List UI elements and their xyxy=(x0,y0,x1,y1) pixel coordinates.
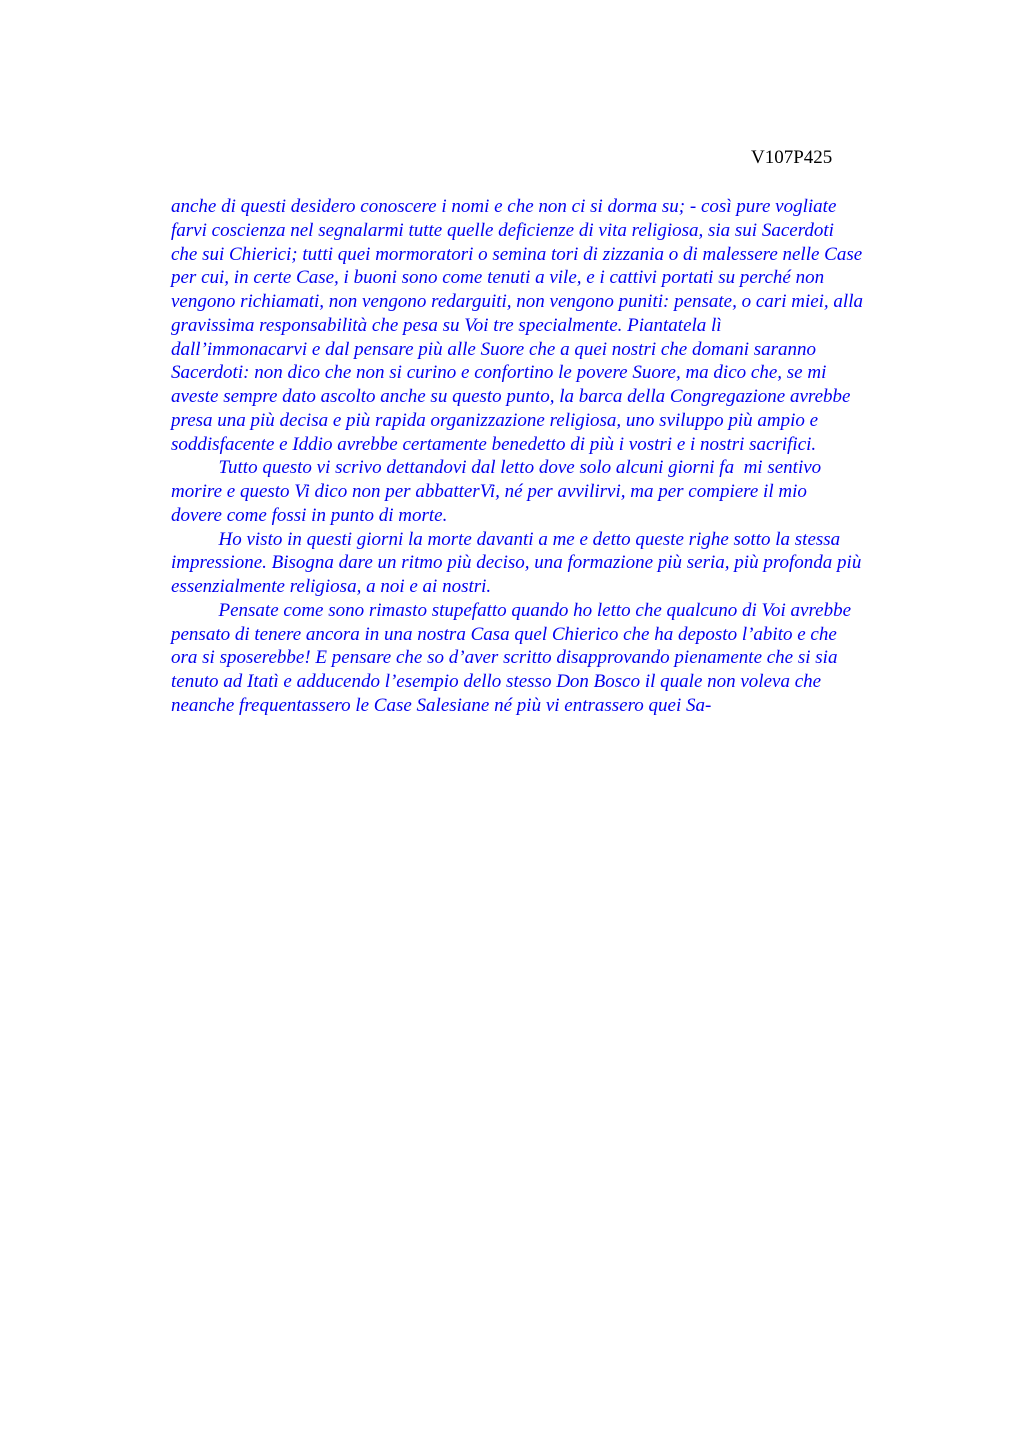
text-line: tenuto ad Itatì e adducendo l’esempio dello stesso Don Bosco il quale non voleva che xyxy=(171,671,822,692)
text-line: che sui Chierici; tutti quei mormoratori o semina tori di zizzania o di malessere nelle Case xyxy=(171,243,863,265)
text-line: soddisfacente e Iddio avrebbe certamente benedetto di più i vostri e i nostri sacrifici. xyxy=(171,433,817,455)
text-line: presa una più decisa e più rapida organizzazione religiosa, uno sviluppo più ampio e xyxy=(171,409,819,431)
text-line: morire e questo Vi dico non per abbatterVi, né per avvilirvi, ma per compiere il mio xyxy=(171,481,807,502)
text-line: per cui, in certe Case, i buoni sono come tenuti a vile, e i cattivi portati su perché non xyxy=(171,267,825,289)
text-line: aveste sempre dato ascolto anche su questo punto, la barca della Congregazione avrebbe xyxy=(171,386,851,407)
text-line: gravissima responsabilità che pesa su Voi tre specialmente. Piantatela lì xyxy=(171,314,722,336)
text-line: dall’immonacarvi e dal pensare più alle Suore che a quei nostri che domani saranno xyxy=(171,338,817,360)
text-line: ora si sposerebbe! E pensare che so d’aver scritto disapprovando pienamente che si sia xyxy=(171,647,838,669)
text-line: vengono richiamati, non vengono redarguiti, non vengono puniti: pensate, o cari miei, alla xyxy=(171,291,863,312)
text-line: Pensate come sono rimasto stupefatto quando ho letto che qualcuno di Voi avrebbe xyxy=(171,599,852,621)
text-line: farvi coscienza nel segnalarmi tutte quelle deficienze di vita religiosa, sia sui Sacerdoti xyxy=(171,219,834,241)
text-line: Ho visto in questi giorni la morte davanti a me e detto queste righe sotto la stessa xyxy=(171,528,841,550)
text-line: essenzialmente religiosa, a noi e ai nostri. xyxy=(171,576,492,597)
text-line: neanche frequentassero le Case Salesiane né più vi entrassero quei Sa- xyxy=(171,694,712,716)
text-line: pensato di tenere ancora in una nostra Casa quel Chierico che ha deposto l’abito e che xyxy=(171,623,837,645)
text-line: impressione. Bisogna dare un ritmo più deciso, una formazione più seria, più profonda più xyxy=(171,552,862,574)
text-line: Tutto questo vi scrivo dettandovi dal letto dove solo alcuni giorni fa mi sentivo xyxy=(171,457,822,479)
text-line: Sacerdoti: non dico che non si curino e confortino le povere Suore, ma dico che, se mi xyxy=(171,362,827,384)
text-line: dovere come fossi in punto di morte. xyxy=(171,504,448,526)
letter-body xyxy=(171,195,931,718)
page-reference: V107P425 xyxy=(751,147,833,168)
text-line: anche di questi desidero conoscere i nomi e che non ci si dorma su; - così pure vogliate xyxy=(171,196,837,217)
